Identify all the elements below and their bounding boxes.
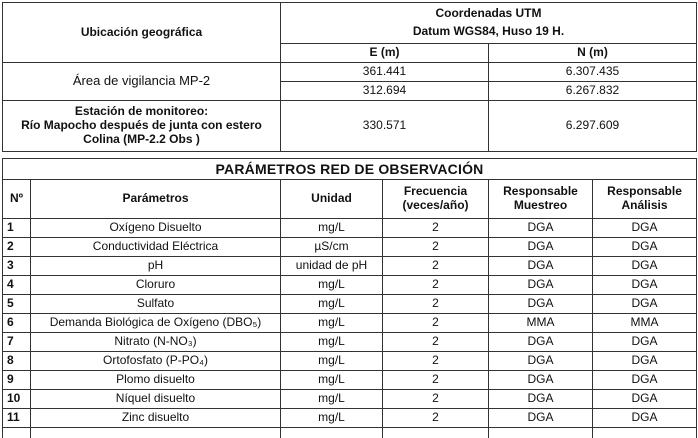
- parameter-name: Conductividad Eléctrica: [31, 238, 281, 257]
- resp-sampling-value: DGA: [489, 333, 593, 352]
- table-row: [3, 238, 697, 257]
- frequency-value: 2: [383, 276, 489, 295]
- row-number: 4: [3, 276, 31, 295]
- col-resp-sampling: [489, 180, 593, 219]
- station-cell: [3, 101, 281, 152]
- empty-cell: [383, 428, 489, 438]
- resp-sampling-value: DGA: [489, 238, 593, 257]
- resp-analysis-value: DGA: [593, 333, 697, 352]
- table-row: [3, 371, 697, 390]
- parameter-name: Zinc disuelto: [31, 409, 281, 428]
- resp-sampling-value: DGA: [489, 409, 593, 428]
- resp-analysis-value: DGA: [593, 352, 697, 371]
- table-row: [3, 276, 697, 295]
- table-row: [3, 295, 697, 314]
- n-header: N (m): [489, 44, 697, 63]
- unit-value: mg/L: [281, 276, 383, 295]
- row-number: 8: [3, 352, 31, 371]
- location-header: Ubicación geográfica: [3, 3, 281, 63]
- frequency-value: 2: [383, 333, 489, 352]
- row-number: 10: [3, 390, 31, 409]
- unit-value: mg/L: [281, 219, 383, 238]
- empty-cell: [489, 428, 593, 438]
- row-number: 3: [3, 257, 31, 276]
- table-row: [3, 257, 697, 276]
- unit-value: mg/L: [281, 390, 383, 409]
- frequency-value: 2: [383, 314, 489, 333]
- unit-value: mg/L: [281, 371, 383, 390]
- parameters-body: [3, 219, 697, 438]
- params-title: PARÁMETROS RED DE OBSERVACIÓN: [3, 159, 697, 180]
- parameter-name: Sulfato: [31, 295, 281, 314]
- table-row-partial: [3, 428, 697, 438]
- resp-analysis-value: DGA: [593, 238, 697, 257]
- location-name: Área de vigilancia MP-2: [3, 63, 281, 101]
- frequency-value: 2: [383, 238, 489, 257]
- row-number: 1: [3, 219, 31, 238]
- resp-analysis-value: DGA: [593, 371, 697, 390]
- resp-sampling-value: DGA: [489, 257, 593, 276]
- frequency-value: 2: [383, 257, 489, 276]
- parameter-name: Oxígeno Disuelto: [31, 219, 281, 238]
- col-unit: Unidad: [281, 180, 383, 219]
- parameters-table: [2, 158, 697, 438]
- coordinates-table: [2, 2, 697, 152]
- parameter-name: Demanda Biológica de Oxígeno (DBO₅): [31, 314, 281, 333]
- resp-sampling-value: DGA: [489, 390, 593, 409]
- table-row: [3, 352, 697, 371]
- col-resp-analysis: [593, 180, 697, 219]
- resp-sampling-value: MMA: [489, 314, 593, 333]
- col-number: Nº: [3, 180, 31, 219]
- table-row: [3, 390, 697, 409]
- unit-value: mg/L: [281, 333, 383, 352]
- unit-value: mg/L: [281, 295, 383, 314]
- resp-analysis-value: MMA: [593, 314, 697, 333]
- col-frequency-line: Frecuencia: [385, 185, 486, 199]
- col-parameter: Parámetros: [31, 180, 281, 219]
- table-row: [3, 409, 697, 428]
- frequency-value: 2: [383, 409, 489, 428]
- coords-title: Coordenadas UTM: [283, 7, 694, 21]
- resp-sampling-value: DGA: [489, 295, 593, 314]
- unit-value: mg/L: [281, 352, 383, 371]
- row-number: 5: [3, 295, 31, 314]
- frequency-value: 2: [383, 352, 489, 371]
- e-value: 361.441: [281, 63, 489, 82]
- col-frequency-line: (veces/año): [385, 199, 486, 213]
- parameter-name: Nitrato (N-NO₃): [31, 333, 281, 352]
- e-value: 330.571: [281, 101, 489, 152]
- col-resp-sampling-line: Muestreo: [491, 199, 590, 213]
- e-header: E (m): [281, 44, 489, 63]
- frequency-value: 2: [383, 371, 489, 390]
- frequency-value: 2: [383, 219, 489, 238]
- n-value: 6.307.435: [489, 63, 697, 82]
- frequency-value: 2: [383, 390, 489, 409]
- parameter-name: Níquel disuelto: [31, 390, 281, 409]
- col-resp-analysis-line: Análisis: [595, 199, 694, 213]
- resp-sampling-value: DGA: [489, 371, 593, 390]
- col-resp-sampling-line: Responsable: [491, 185, 590, 199]
- row-number: 9: [3, 371, 31, 390]
- empty-cell: [281, 428, 383, 438]
- resp-analysis-value: DGA: [593, 276, 697, 295]
- row-number: 2: [3, 238, 31, 257]
- resp-analysis-value: DGA: [593, 390, 697, 409]
- parameter-name: Cloruro: [31, 276, 281, 295]
- resp-analysis-value: DGA: [593, 409, 697, 428]
- col-frequency: [383, 180, 489, 219]
- parameter-name: pH: [31, 257, 281, 276]
- table-row: [3, 314, 697, 333]
- resp-analysis-value: DGA: [593, 295, 697, 314]
- resp-analysis-value: DGA: [593, 219, 697, 238]
- row-number: 7: [3, 333, 31, 352]
- row-number: 11: [3, 409, 31, 428]
- e-value: 312.694: [281, 82, 489, 101]
- empty-cell: [3, 428, 31, 438]
- n-value: 6.297.609: [489, 101, 697, 152]
- unit-value: µS/cm: [281, 238, 383, 257]
- coords-header: [281, 3, 697, 44]
- empty-cell: [593, 428, 697, 438]
- station-line: Estación de monitoreo:: [5, 105, 278, 119]
- empty-cell: [31, 428, 281, 438]
- unit-value: mg/L: [281, 314, 383, 333]
- parameter-name: Plomo disuelto: [31, 371, 281, 390]
- resp-sampling-value: DGA: [489, 276, 593, 295]
- row-number: 6: [3, 314, 31, 333]
- resp-analysis-value: DGA: [593, 257, 697, 276]
- frequency-value: 2: [383, 295, 489, 314]
- resp-sampling-value: DGA: [489, 352, 593, 371]
- resp-sampling-value: DGA: [489, 219, 593, 238]
- unit-value: mg/L: [281, 409, 383, 428]
- col-resp-analysis-line: Responsable: [595, 185, 694, 199]
- station-line: Colina (MP-2.2 Obs ): [5, 133, 278, 147]
- parameter-name: Ortofosfato (P-PO₄): [31, 352, 281, 371]
- table-row: [3, 333, 697, 352]
- table-row: [3, 219, 697, 238]
- station-line: Río Mapocho después de junta con estero: [5, 119, 278, 133]
- n-value: 6.267.832: [489, 82, 697, 101]
- unit-value: unidad de pH: [281, 257, 383, 276]
- datum-label: Datum WGS84, Huso 19 H.: [283, 25, 694, 39]
